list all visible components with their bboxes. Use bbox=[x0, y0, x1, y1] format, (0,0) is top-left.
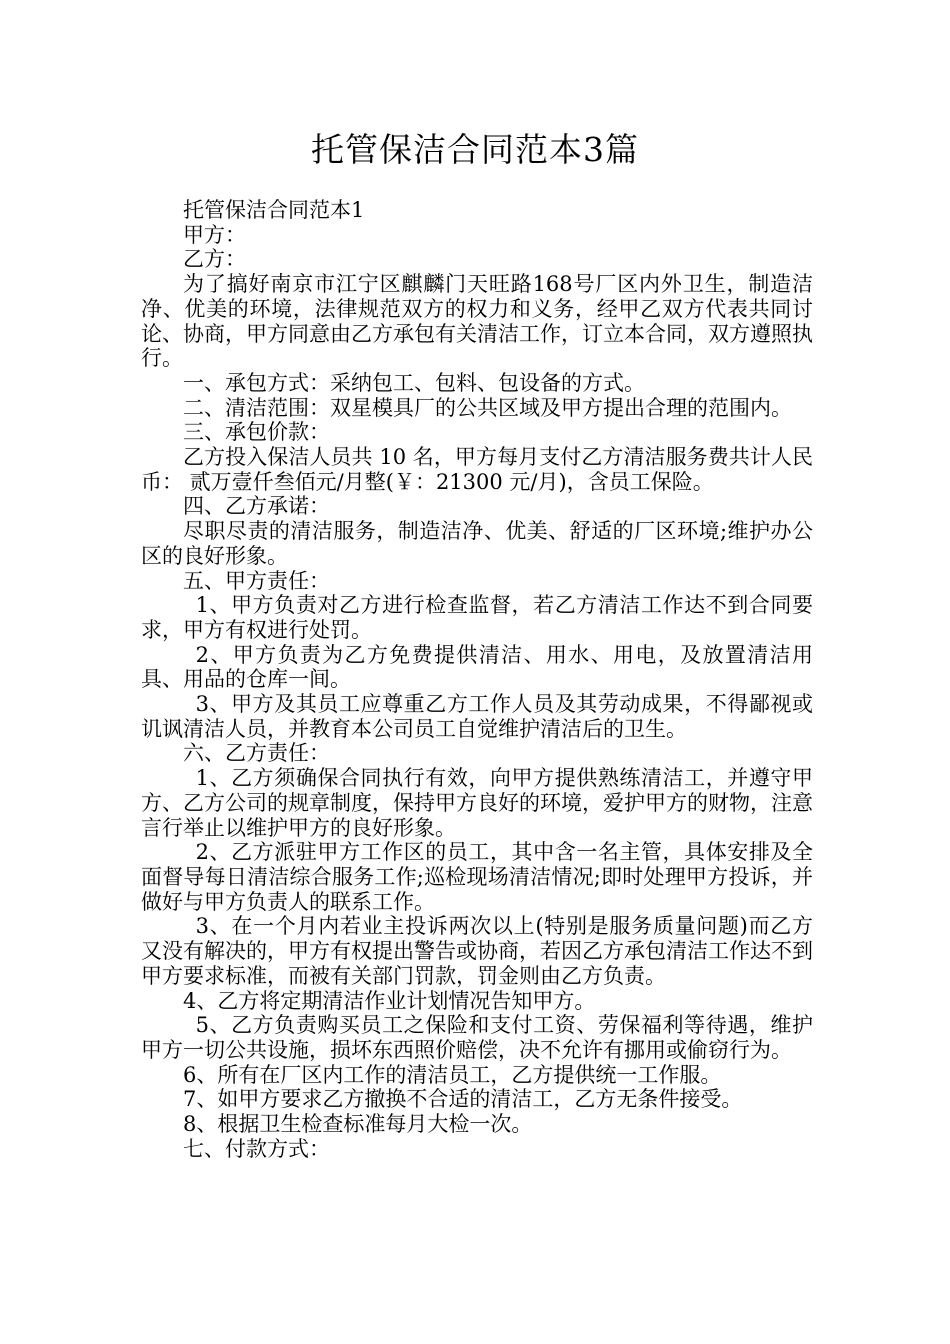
party-b-item-7: 7、如甲方要求乙方撤换不合适的清洁工，乙方无条件接受。 bbox=[183, 1087, 743, 1112]
clause-cleaning-scope: 二、清洁范围：双星模具厂的公共区域及甲方提出合理的范围内。 bbox=[183, 395, 792, 420]
clause-price-detail: 乙方投入保洁人员共 10 名，甲方每月支付乙方清洁服务费共计人民币： 贰万壹仟叁佰元/月整(￥：21300 元/月)，含员工保险。 bbox=[141, 445, 813, 494]
clause-party-b-heading: 六、乙方责任： bbox=[183, 741, 330, 766]
party-b-item-5: 5、乙方负责购买员工之保险和支付工资、劳保福利等待遇，维护甲方一切公共设施，损坏东西照价赔偿，决不允许有挪用或偷窃行为。 bbox=[141, 1013, 813, 1062]
section-heading: 托管保洁合同范本1 bbox=[183, 198, 365, 222]
document-title: 托管保洁合同范本3篇 bbox=[311, 130, 639, 169]
party-b-item-4: 4、乙方将定期清洁作业计划情况告知甲方。 bbox=[183, 988, 596, 1013]
preamble-paragraph: 为了搞好南京市江宁区麒麟门天旺路168号厂区内外卫生，制造洁净、优美的环境，法律规范双方的权力和义务，经甲乙双方代表共同讨论、协商，甲方同意由乙方承包有关清洁工作，订立本合同，双方遵照执行。 bbox=[141, 272, 813, 371]
party-b-item-1: 1、乙方须确保合同执行有效，向甲方提供熟练清洁工，并遵守甲方、乙方公司的规章制度，保持甲方良好的环境，爱护甲方的财物，注意言行举止以维护甲方的良好形象。 bbox=[141, 766, 813, 840]
clause-commitment-heading: 四、乙方承诺： bbox=[183, 494, 330, 519]
party-b-line: 乙方： bbox=[183, 247, 246, 272]
clause-price-heading: 三、承包价款： bbox=[183, 420, 330, 445]
party-a-item-2: 2、甲方负责为乙方免费提供清洁、用水、用电，及放置清洁用具、用品的仓库一间。 bbox=[141, 642, 813, 692]
document-body bbox=[141, 198, 813, 1161]
party-a-item-1: 1、甲方负责对乙方进行检查监督，若乙方清洁工作达不到合同要求，甲方有权进行处罚。 bbox=[141, 593, 813, 642]
clause-party-a-heading: 五、甲方责任： bbox=[183, 568, 330, 593]
clause-commitment-detail: 尽职尽责的清洁服务，制造洁净、优美、舒适的厂区环境;维护办公区的良好形象。 bbox=[141, 519, 813, 568]
party-b-item-8: 8、根据卫生检查标准每月大检一次。 bbox=[183, 1112, 533, 1137]
party-b-item-3: 3、在一个月内若业主投诉两次以上(特别是服务质量问题)而乙方又没有解决的，甲方有权提出警告或协商，若因乙方承包清洁工作达不到甲方要求标准，而被有关部门罚款，罚金则由乙方负责。 bbox=[141, 914, 813, 988]
party-b-item-6: 6、所有在厂区内工作的清洁员工，乙方提供统一工作服。 bbox=[183, 1062, 722, 1087]
clause-contract-method: 一、承包方式：采纳包工、包料、包设备的方式。 bbox=[183, 370, 645, 395]
party-a-line: 甲方： bbox=[183, 222, 246, 247]
party-b-item-2: 2、乙方派驻甲方工作区的员工，其中含一名主管，具体安排及全面督导每日清洁综合服务工作;巡检现场清洁情况;即时处理甲方投诉，并做好与甲方负责人的联系工作。 bbox=[141, 840, 813, 914]
clause-payment-heading: 七、付款方式： bbox=[183, 1136, 330, 1161]
party-a-item-3: 3、甲方及其员工应尊重乙方工作人员及其劳动成果，不得鄙视或讥讽清洁人员，并教育本公司员工自觉维护清洁后的卫生。 bbox=[141, 692, 813, 741]
